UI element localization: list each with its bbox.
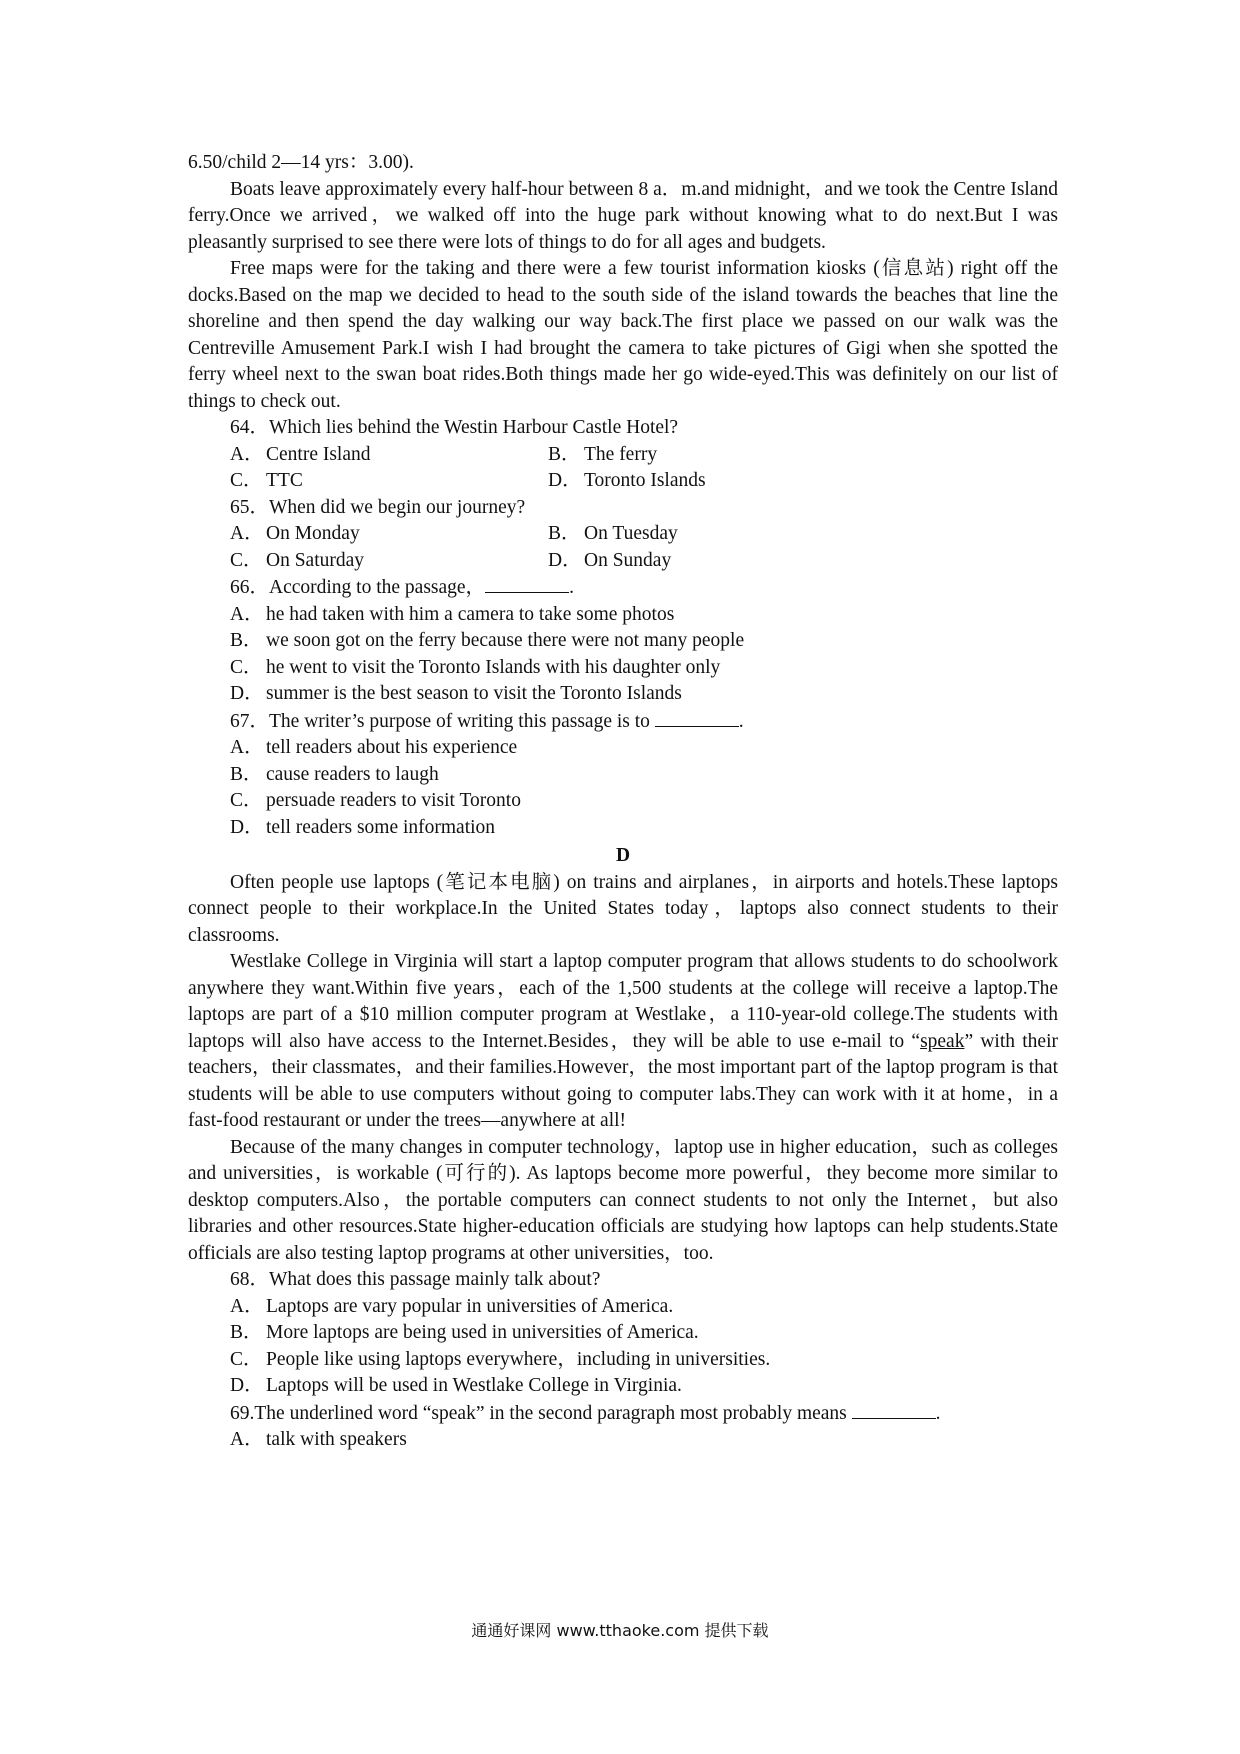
question-67-option-d[interactable]: D． tell readers some information [230, 816, 496, 838]
passage-c-paragraph-2: Free maps were for the taking and there were a few tourist information kiosks (信息站) right off the docks.Based on the map we decided to head to the south side of the island towards the beaches that line the shoreline and then spend the day walking our way back.The first place we passed on our walk was the Centreville Amusement Park.I wish I had brought the camera to take pictures of Gigi when she spotted the ferry wheel next to the swan boat rides.Both things made her go wide-eyed.This was definitely on our list of things to check out. [188, 258, 1058, 412]
passage-c-paragraph-1: Boats leave approximately every half-hour between 8 a．m.and midnight，and we took the Centre Island ferry.Once we arrived，we walked off into the huge park without knowing what to do next.But I was pleasantly surprised to see there were lots of things to do for all ages and budgets. [188, 178, 1058, 253]
passage-d-paragraph-3: Because of the many changes in computer technology，laptop use in higher education，such as colleges and universities，is workable (可行的). As laptops become more powerful，they become more similar to desktop computers.Also，the portable computers can connect students to not only the Internet，but also libraries and other resources.State higher-education officials are studying how laptops can help students.State officials are also testing laptop programs at other universities，too. [188, 1136, 1058, 1264]
question-66-option-c[interactable]: C． he went to visit the Toronto Islands with his daughter only [230, 656, 721, 678]
question-68-option-d[interactable]: D． Laptops will be used in Westlake College in Virginia. [230, 1375, 682, 1396]
question-64-options-row-1 [188, 442, 1058, 469]
question-68-option-c[interactable]: C． People like using laptops everywhere，including in universities. [230, 1348, 771, 1370]
question-67-stem: 67．The writer’s purpose of writing this passage is to . [188, 708, 1058, 736]
passage-d-paragraph-2: Westlake College in Virginia will start a laptop computer program that allows students to do schoolwork anywhere they want.Within five years，each of the 1,500 students at the college will receive a laptop.The laptops are part of a $10 million computer program at Westlake，a 110-year-old college.The students with laptops will also have access to the Internet.Besides，they will be able to use e-mail to “speak” with their teachers，their classmates，and their families.However，the most important part of the laptop program is that students will be able to use computers without going to computer labs.They can work with it at home，in a fast-food restaurant or under the trees—anywhere at all! [188, 951, 1058, 1131]
question-65-stem: 65．When did we begin our journey? [230, 496, 526, 518]
question-69-stem: 69.The underlined word “speak” in the second paragraph most probably means . [188, 1400, 1058, 1428]
section-d-heading: D [615, 845, 631, 866]
question-68-option-b[interactable]: B． More laptops are being used in universities of America. [230, 1322, 699, 1343]
question-66-option-d[interactable]: D． summer is the best season to visit the Toronto Islands [230, 683, 682, 704]
question-67-option-a[interactable]: A． tell readers about his experience [230, 737, 518, 758]
question-69-option-a[interactable]: A． talk with speakers [230, 1429, 407, 1450]
page-footer: 通通好课网 www.tthaoke.com 提供下载 [471, 1621, 769, 1640]
question-65-option-c[interactable]: C． On Saturday [230, 549, 365, 571]
question-66-stem: 66．According to the passage， . [188, 574, 1058, 602]
question-65-option-b[interactable]: B． On Tuesday [548, 523, 678, 544]
question-64-option-c[interactable]: C． TTC [230, 470, 303, 491]
underlined-word-speak: speak [920, 1030, 965, 1052]
question-65-option-a[interactable]: A． On Monday [230, 523, 360, 544]
question-64-option-d[interactable]: D． Toronto Islands [548, 470, 706, 491]
question-64-option-a[interactable]: A． Centre Island [230, 443, 371, 465]
question-67-option-c[interactable]: C． persuade readers to visit Toronto [230, 790, 521, 811]
question-68-option-a[interactable]: A． Laptops are vary popular in universities of America. [230, 1295, 674, 1317]
intro-fragment: 6.50/child 2—14 yrs：3.00). [188, 152, 414, 173]
passage-d-paragraph-1: Often people use laptops (笔记本电脑) on trains and airplanes，in airports and hotels.These laptops connect people to their workplace.In the United States today，laptops also connect students to their classrooms. [188, 871, 1058, 946]
question-65-options-row-2 [188, 548, 1058, 575]
question-65-options-row-1 [188, 521, 1058, 548]
question-64-stem: 64．Which lies behind the Westin Harbour Castle Hotel? [230, 417, 679, 438]
question-68-stem: 68．What does this passage mainly talk about? [230, 1269, 601, 1290]
answer-blank [655, 708, 739, 727]
question-66-option-b[interactable]: B． we soon got on the ferry because there were not many people [230, 630, 745, 651]
document-page [188, 150, 1058, 1454]
question-64-option-b[interactable]: B． The ferry [548, 443, 658, 465]
answer-blank [852, 1400, 936, 1419]
question-66-option-a[interactable]: A． he had taken with him a camera to take some photos [230, 603, 675, 625]
answer-blank [485, 574, 569, 593]
question-65-option-d[interactable]: D． On Sunday [548, 549, 672, 571]
question-67-option-b[interactable]: B． cause readers to laugh [230, 763, 439, 785]
question-64-options-row-2 [188, 468, 1058, 495]
